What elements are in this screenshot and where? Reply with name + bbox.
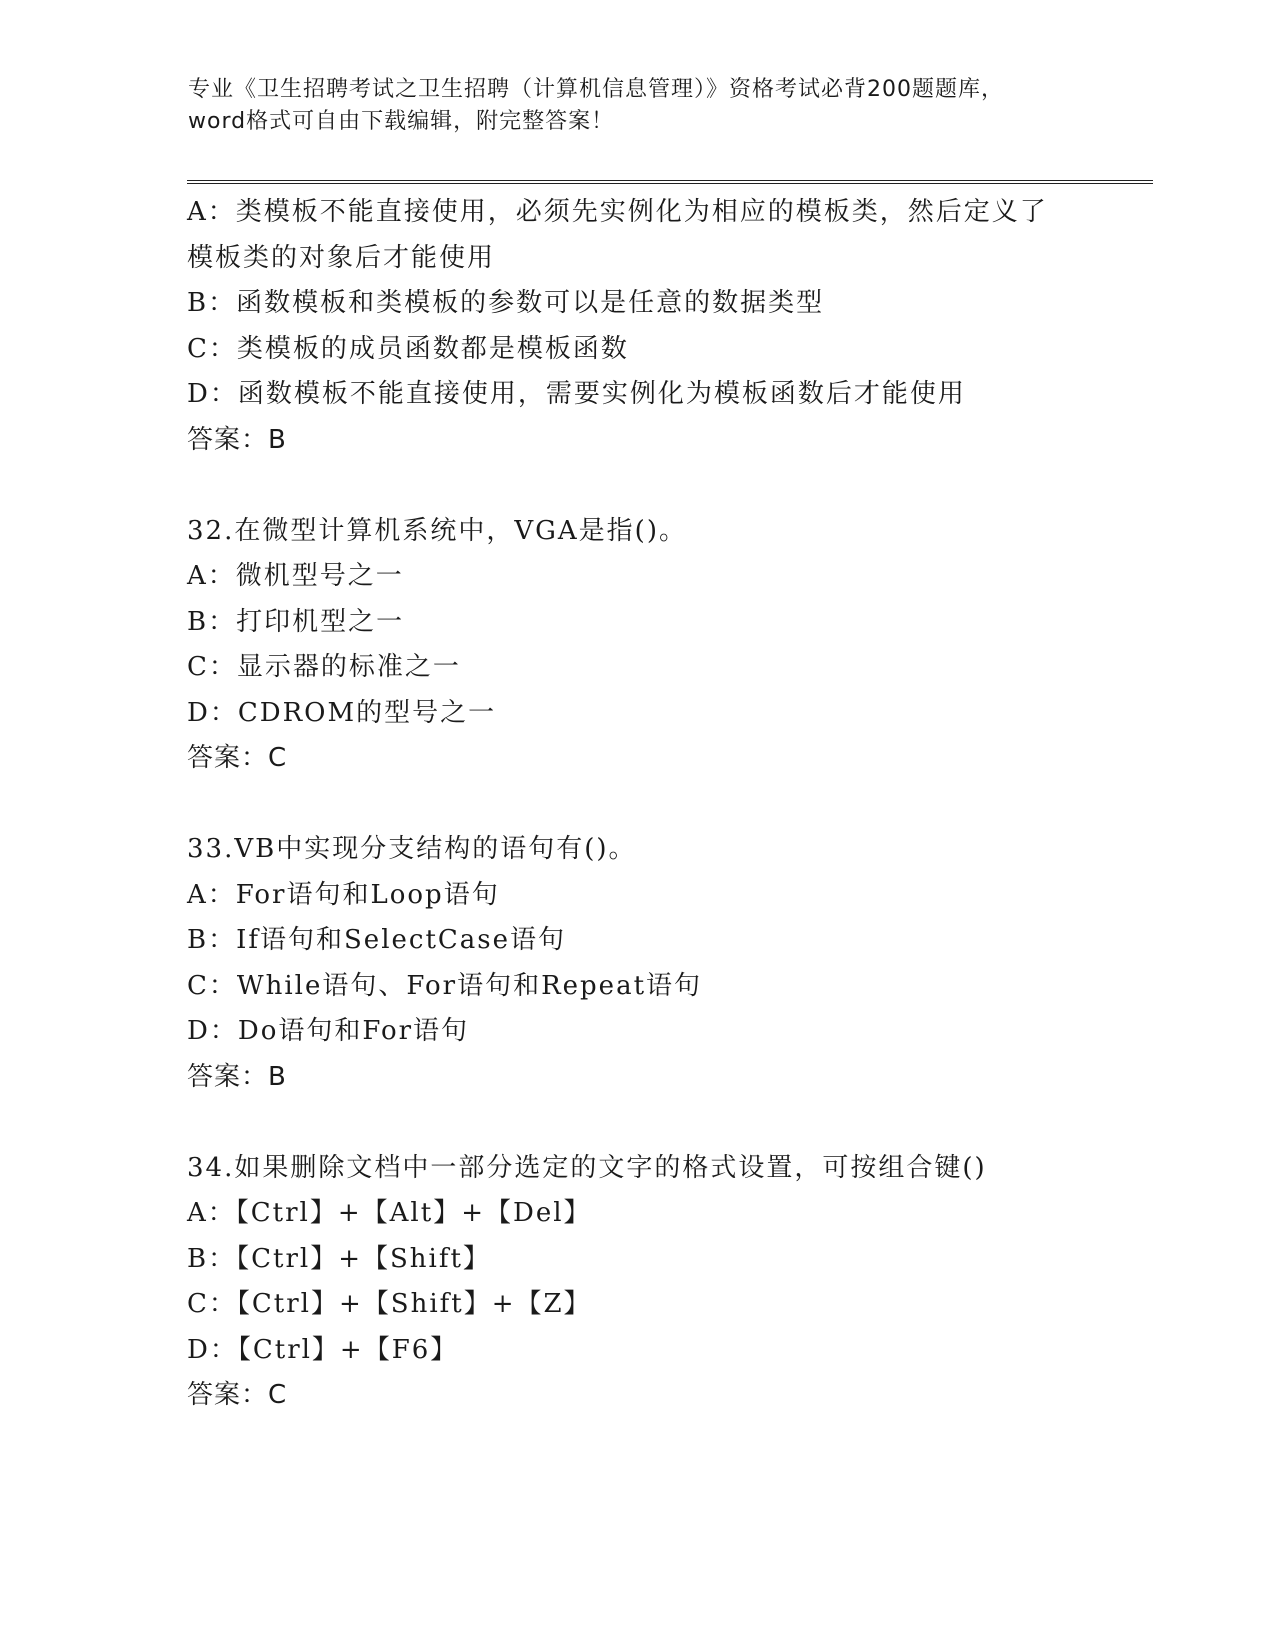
- option-c: C：【Ctrl】+【Shift】+【Z】: [187, 1289, 592, 1319]
- question-text: 32.在微型计算机系统中，VGA是指()。: [187, 515, 687, 546]
- option-b: B：打印机型之一: [187, 606, 405, 637]
- option-d: D：函数模板不能直接使用，需要实例化为模板函数后才能使用: [187, 379, 966, 409]
- option-a: A：For语句和Loop语句: [187, 879, 500, 910]
- answer: 答案：C: [187, 1380, 288, 1410]
- spacer: [187, 463, 1147, 509]
- option-b: B：If语句和SelectCase语句: [187, 925, 567, 955]
- question-33: [187, 827, 1147, 1100]
- header-title-line2: word格式可自由下载编辑，附完整答案！: [188, 109, 615, 134]
- option-d: D：Do语句和For语句: [187, 1016, 470, 1046]
- option-d: D：【Ctrl】+【F6】: [187, 1334, 459, 1365]
- answer: 答案：C: [187, 743, 288, 773]
- answer: 答案：B: [187, 1061, 287, 1092]
- option-c: C：While语句、For语句和Repeat语句: [187, 970, 703, 1001]
- option-c: C：显示器的标准之一: [187, 652, 461, 682]
- question-text: 33.VB中实现分支结构的语句有()。: [187, 834, 637, 864]
- option-a-line2: 模板类的对象后才能使用: [187, 242, 496, 273]
- option-c: C：类模板的成员函数都是模板函数: [187, 333, 629, 364]
- page-header: [188, 74, 1088, 138]
- question-34: [187, 1146, 1147, 1419]
- spacer: [187, 1100, 1147, 1146]
- option-b: B：【Ctrl】+【Shift】: [187, 1243, 491, 1274]
- option-a: A：微机型号之一: [187, 561, 404, 591]
- option-b: B：函数模板和类模板的参数可以是任意的数据类型: [187, 288, 825, 318]
- question-text: 34.如果删除文档中一部分选定的文字的格式设置，可按组合键(): [187, 1152, 987, 1183]
- header-title-line1: 专业《卫生招聘考试之卫生招聘（计算机信息管理）》资格考试必背200题题库，: [188, 77, 1004, 102]
- answer: 答案：B: [187, 424, 287, 455]
- question-32: [187, 509, 1147, 782]
- question-31-continued: [187, 190, 1147, 463]
- question-list: [187, 190, 1147, 1419]
- header-divider: [187, 180, 1153, 184]
- spacer: [187, 782, 1147, 828]
- option-d: D：CDROM的型号之一: [187, 697, 497, 728]
- option-a-line1: A：类模板不能直接使用，必须先实例化为相应的模板类，然后定义了: [187, 197, 1048, 227]
- option-a: A：【Ctrl】+【Alt】+【Del】: [187, 1198, 592, 1228]
